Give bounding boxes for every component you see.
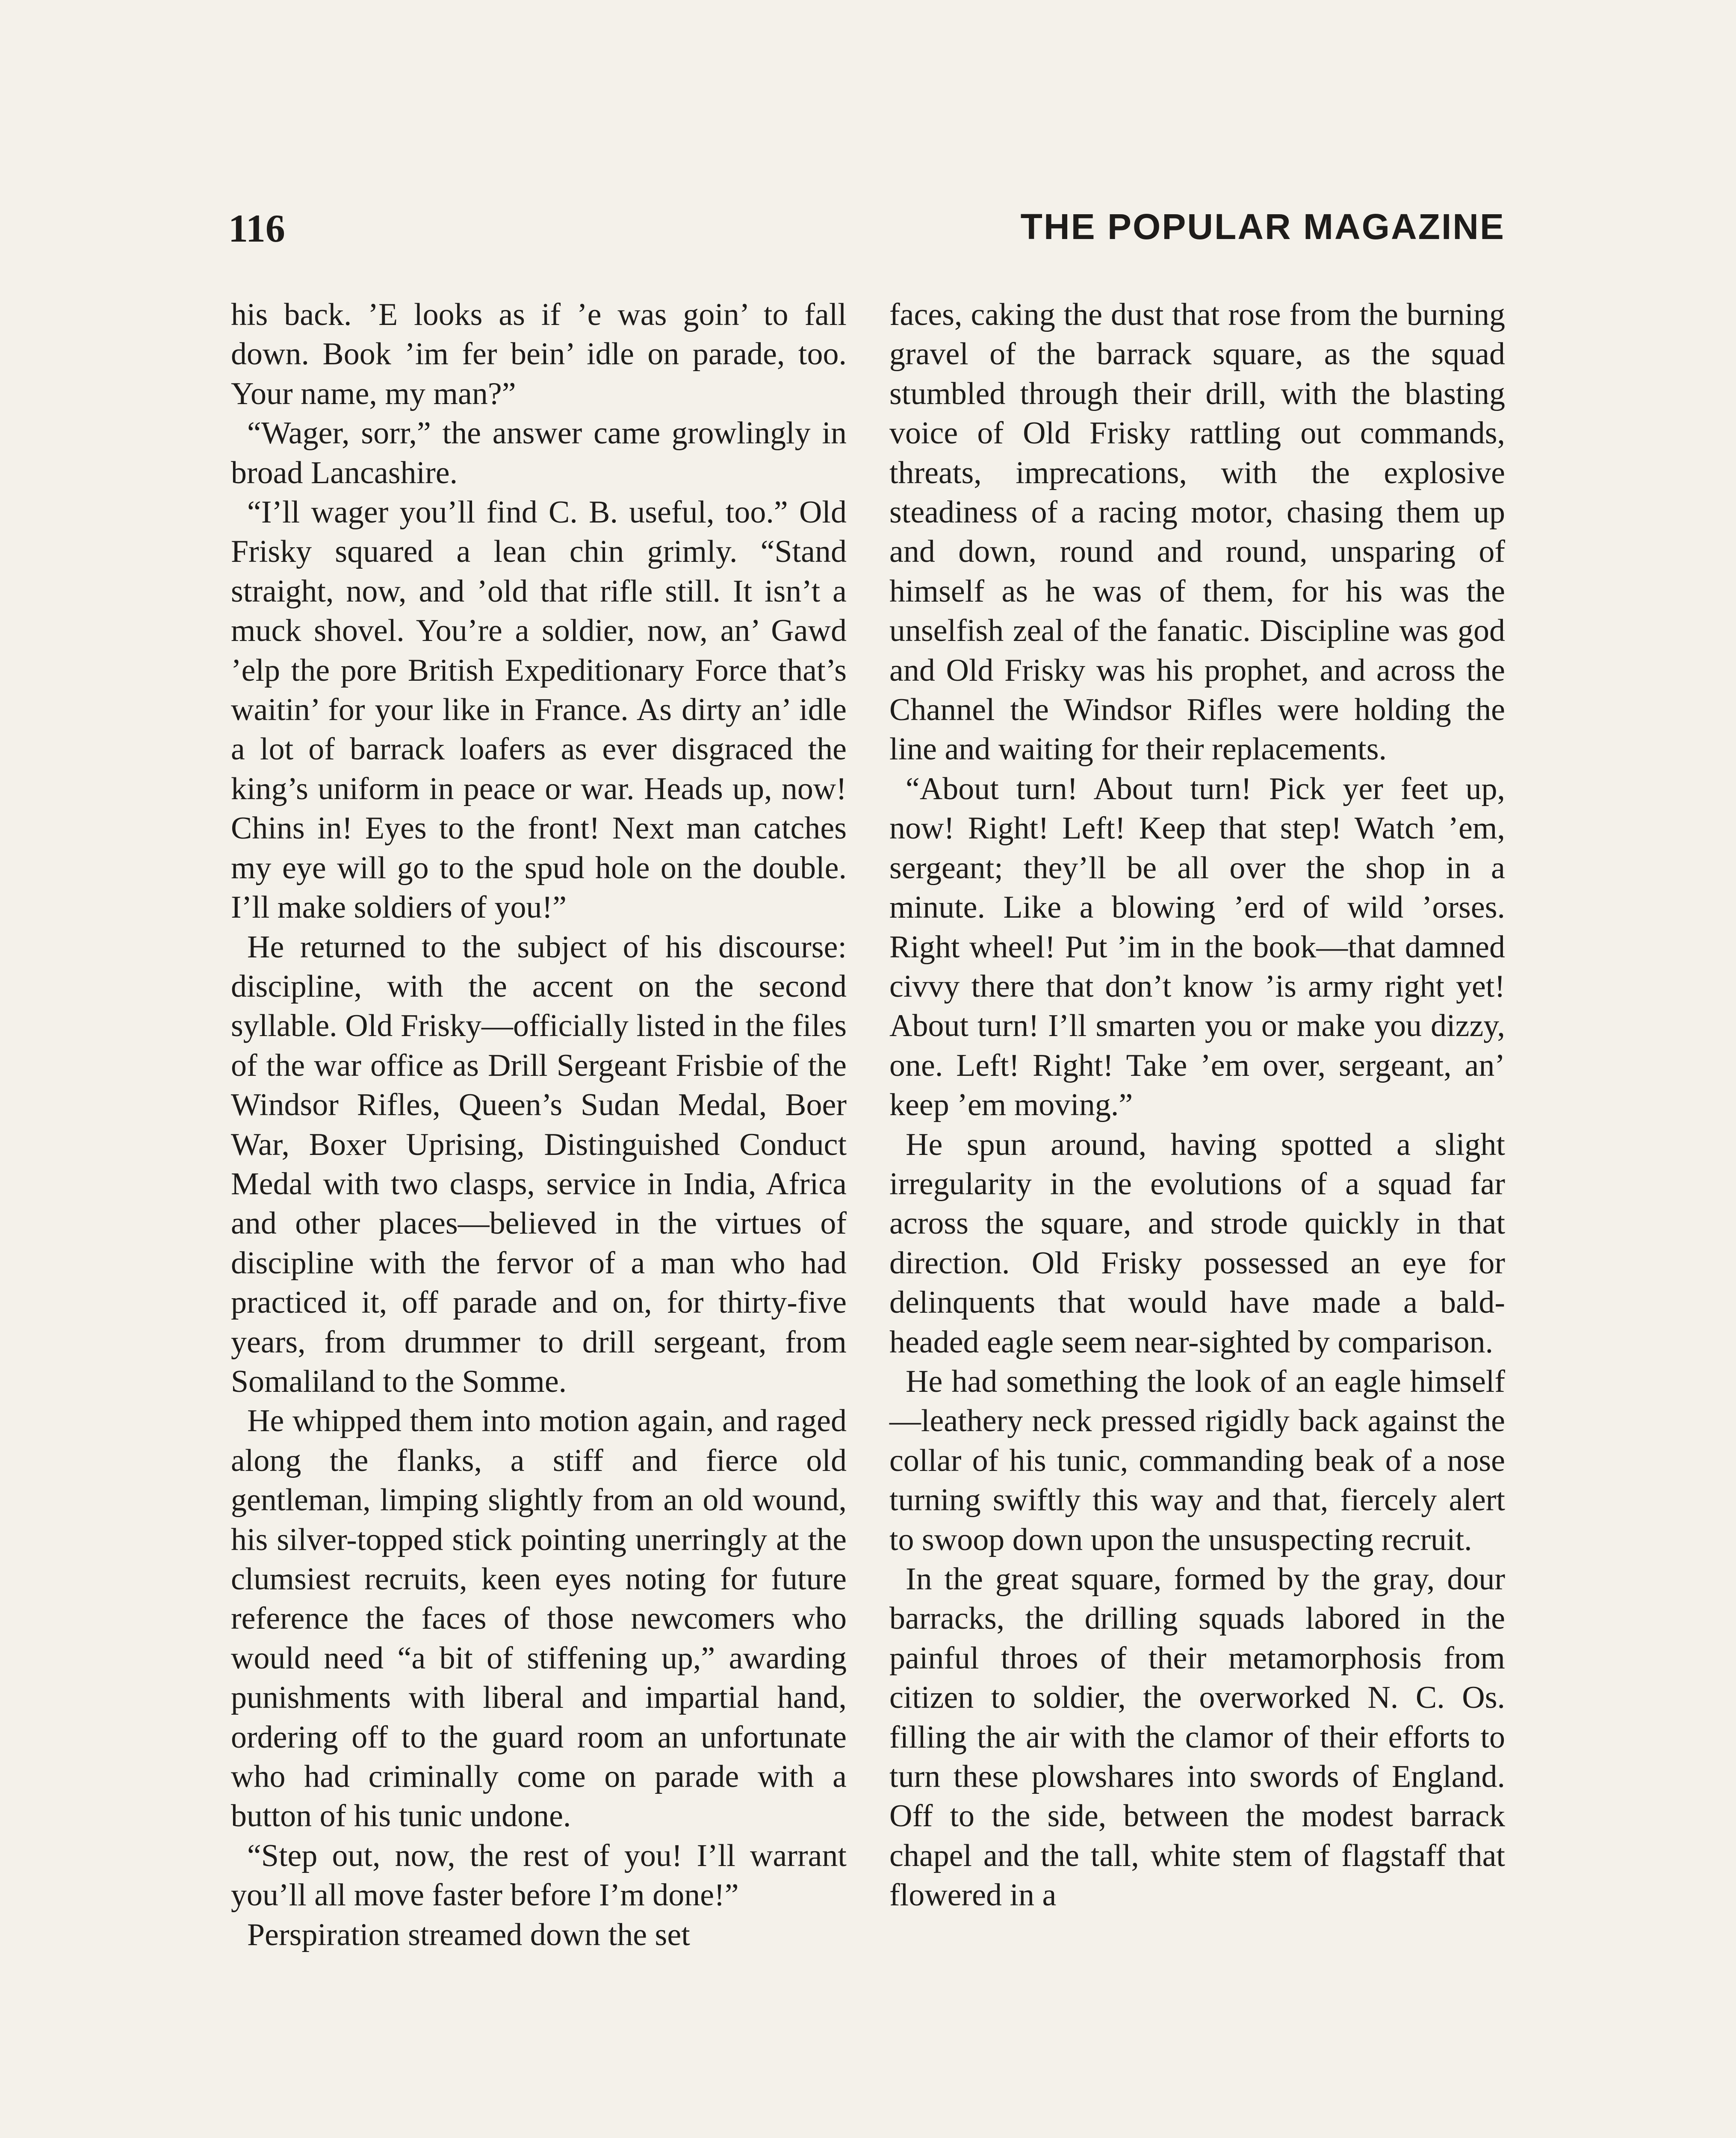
paragraph: “I’ll wager you’ll find C. B. useful, too.” Old Frisky squared a lean chin grimly. “Stand straight, now, and ’old that rifle still. It isn’t a muck shovel. You’re a soldier, now, an’ Gawd ’elp the pore British Expeditionary Force that’s waitin’ for your like in France. As dirty an’ idle a lot of barrack loafers as ever disgraced the king’s uniform in peace or war. Heads up, now! Chins in! Eyes to the front! Next man catches my eye will go to the spud hole on the double. I’ll make soldiers of you!”	[231, 495, 847, 925]
paragraph: “Wager, sorr,” the answer came growlingly in broad Lancashire.	[231, 416, 847, 490]
paragraph: “Step out, now, the rest of you! I’ll warrant you’ll all move faster before I’m done!”	[231, 1838, 847, 1913]
running-title: THE POPULAR MAGAZINE	[1020, 207, 1505, 247]
paragraph: Perspiration streamed down the set	[247, 1917, 690, 1952]
paragraph: his back. ’E looks as if ’e was goin’ to fall down. Book ’im fer bein’ idle on parade, too. Your name, my man?”	[231, 297, 847, 411]
paragraph: He returned to the subject of his discourse: discipline, with the accent on the second syllable. Old Frisky—officially listed in the files of the war office as Drill Sergeant Frisbie of the Windsor Rifles, Queen’s Sudan Medal, Boer War, Boxer Uprising, Distinguished Conduct Medal with two clasps, service in India, Africa and other places—believed in the virtues of discipline with the fervor of a man who had practiced it, off parade and on, for thirty-five years, from drummer to drill sergeant, from Somaliland to the Somme.	[231, 929, 847, 1399]
paragraph: “About turn! About turn! Pick yer feet up, now! Right! Left! Keep that step! Watch ’em, sergeant; they’ll be all over the shop in a minute. Like a blowing ’erd of wild ’orses. Right wheel! Put ’im in the book—that damned civvy there that don’t know ’is army right yet! About turn! I’ll smarten you or make you dizzy, one. Left! Right! Take ’em over, sergeant, an’ keep ’em moving.”	[889, 771, 1505, 1123]
left-column	[231, 295, 847, 1955]
paragraph: In the great square, formed by the gray, dour barracks, the drilling squads labored in the painful throes of their metamorphosis from citizen to soldier, the overworked N. C. Os. filling the air with the clamor of their efforts to turn these plowshares into swords of England. Off to the side, between the modest barrack chapel and the tall, white stem of flagstaff that flowered in a	[889, 1562, 1505, 1913]
paragraph: faces, caking the dust that rose from the burning gravel of the barrack square, as the squad stumbled through their drill, with the blasting voice of Old Frisky rattling out commands, threats, imprecations, with the explosive steadiness of a racing motor, chasing them up and down, round and round, unsparing of himself as he was of them, for his was the unselfish zeal of the fanatic. Discipline was god and Old Frisky was his prophet, and across the Channel the Windsor Rifles were holding the line and waiting for their replacements.	[889, 297, 1505, 767]
paragraph: He had something the look of an eagle himself—leathery neck pressed rigidly back against the collar of his tunic, commanding beak of a nose turning swiftly this way and that, fiercely alert to swoop down upon the unsuspecting recruit.	[889, 1364, 1505, 1557]
paragraph: He whipped them into motion again, and raged along the flanks, a stiff and fierce old gentleman, limping slightly from an old wound, his silver-topped stick pointing unerringly at the clumsiest recruits, keen eyes noting for future reference the faces of those newcomers who would need “a bit of stiffening up,” awarding punishments with liberal and impartial hand, ordering off to the guard room an unfortunate who had criminally come on parade with a button of his tunic undone.	[231, 1403, 847, 1834]
paragraph: He spun around, having spotted a slight irregularity in the evolutions of a squad far across the square, and strode quickly in that direction. Old Frisky possessed an eye for delinquents that would have made a bald-headed eagle seem near-sighted by comparison.	[889, 1127, 1505, 1360]
page-number: 116	[228, 207, 285, 250]
right-column	[889, 295, 1505, 1915]
